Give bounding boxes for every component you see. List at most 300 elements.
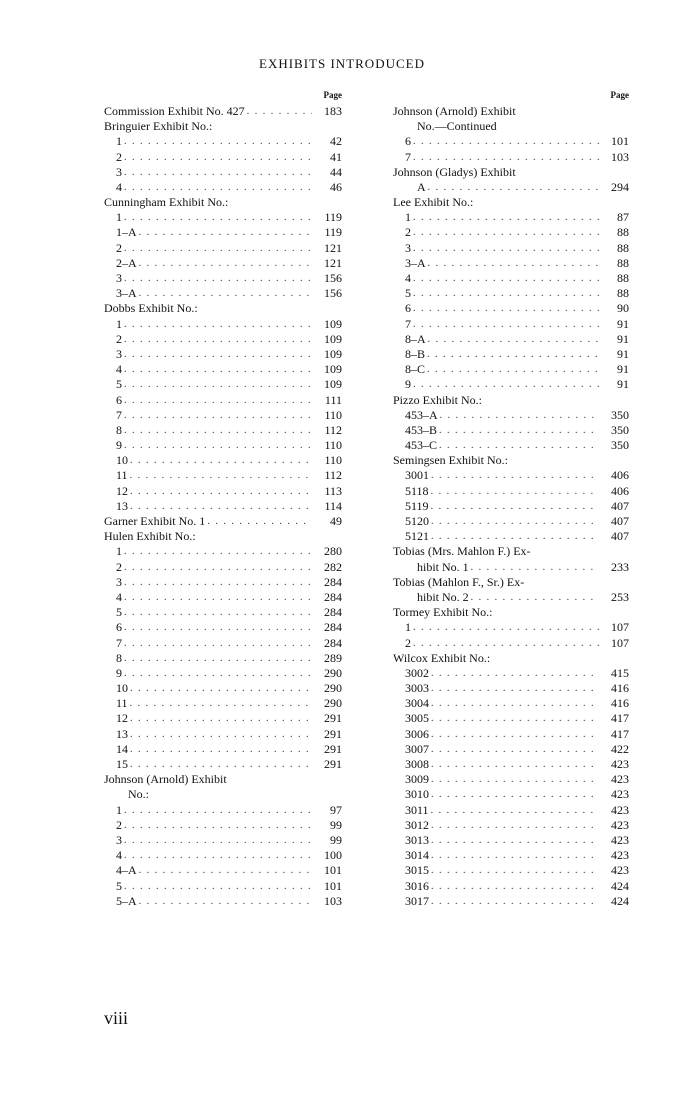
entry-page-number: 114 <box>324 498 342 513</box>
entry-page-number: 91 <box>617 362 629 377</box>
index-entry <box>104 514 342 529</box>
index-entry <box>104 393 342 408</box>
right-index-list <box>393 104 629 909</box>
index-entry <box>393 772 629 787</box>
entry-page-number: 423 <box>611 848 629 863</box>
entry-label: 3 <box>405 240 411 255</box>
index-entry <box>104 104 342 119</box>
dot-leader <box>431 803 599 818</box>
entry-label: 8–C <box>405 362 426 377</box>
dot-leader <box>124 271 312 286</box>
dot-leader <box>413 150 599 165</box>
dot-leader <box>431 863 599 878</box>
dot-leader <box>439 423 599 438</box>
index-entry <box>104 377 342 392</box>
dot-leader <box>413 286 599 301</box>
page-column-header-right: Page <box>610 90 629 100</box>
index-entry <box>104 651 342 666</box>
entry-label: 9 <box>116 665 122 680</box>
index-entry <box>393 210 629 225</box>
index-heading <box>393 544 629 559</box>
entry-page-number: 424 <box>611 893 629 908</box>
entry-label: 7 <box>116 407 122 422</box>
dot-leader <box>413 271 599 286</box>
entry-page-number: 111 <box>324 392 342 407</box>
dot-leader <box>431 484 599 499</box>
entry-page-number: 99 <box>330 817 342 832</box>
index-entry <box>104 271 342 286</box>
dot-leader <box>413 225 599 240</box>
entry-label: 13 <box>116 726 128 741</box>
dot-leader <box>130 711 312 726</box>
entry-page-number: 112 <box>324 468 342 483</box>
entry-label: 3006 <box>405 726 429 741</box>
entry-page-number: 423 <box>611 863 629 878</box>
index-entry <box>393 241 629 256</box>
dot-leader <box>124 590 312 605</box>
dot-leader <box>130 499 312 514</box>
dot-leader <box>124 879 312 894</box>
entry-label: Johnson (Arnold) Exhibit <box>393 103 516 118</box>
entry-label: 2 <box>116 240 122 255</box>
entry-label: 5121 <box>405 529 429 544</box>
left-column <box>104 90 342 909</box>
index-entry <box>393 696 629 711</box>
entry-page-number: 109 <box>324 377 342 392</box>
index-entry <box>104 484 342 499</box>
dot-leader <box>124 544 312 559</box>
entry-label: 12 <box>116 711 128 726</box>
entry-page-number: 424 <box>611 878 629 893</box>
index-entry <box>104 180 342 195</box>
entry-label: 3012 <box>405 817 429 832</box>
dot-leader <box>124 150 312 165</box>
index-entry <box>104 666 342 681</box>
dot-leader <box>130 727 312 742</box>
entry-page-number: 49 <box>330 514 342 529</box>
dot-leader <box>139 225 312 240</box>
dot-leader <box>124 651 312 666</box>
entry-label: 9 <box>116 438 122 453</box>
index-entry <box>393 362 629 377</box>
index-entry <box>104 408 342 423</box>
entry-label: 7 <box>116 635 122 650</box>
entry-label: 4 <box>116 848 122 863</box>
entry-label: 12 <box>116 483 128 498</box>
entry-label: 6 <box>116 392 122 407</box>
entry-page-number: 91 <box>617 346 629 361</box>
index-entry <box>393 636 629 651</box>
dot-leader <box>431 848 599 863</box>
index-entry <box>104 636 342 651</box>
index-entry <box>393 529 629 544</box>
entry-label: 1–A <box>116 225 137 240</box>
index-entry <box>393 590 629 605</box>
entry-page-number: 107 <box>611 635 629 650</box>
entry-label: 3008 <box>405 757 429 772</box>
index-entry <box>393 727 629 742</box>
index-entry <box>104 150 342 165</box>
entry-label: Bringuier Exhibit No.: <box>104 119 213 134</box>
index-entry <box>104 575 342 590</box>
dot-leader <box>124 438 312 453</box>
dot-leader <box>431 833 599 848</box>
entry-page-number: 113 <box>324 483 342 498</box>
entry-label: 2 <box>116 331 122 346</box>
entry-label: 5118 <box>405 483 429 498</box>
index-entry <box>393 423 629 438</box>
dot-leader <box>413 210 599 225</box>
dot-leader <box>431 514 599 529</box>
entry-label: 3–A <box>405 255 426 270</box>
dot-leader <box>439 438 599 453</box>
entry-label: 453–C <box>405 438 438 453</box>
dot-leader <box>124 317 312 332</box>
dot-leader <box>431 711 599 726</box>
entry-page-number: 415 <box>611 665 629 680</box>
index-heading <box>393 453 629 468</box>
dot-leader <box>139 863 312 878</box>
dot-leader <box>431 681 599 696</box>
index-entry <box>104 560 342 575</box>
index-entry <box>393 332 629 347</box>
dot-leader <box>427 347 599 362</box>
entry-page-number: 46 <box>330 179 342 194</box>
entry-page-number: 103 <box>324 893 342 908</box>
entry-page-number: 44 <box>330 164 342 179</box>
dot-leader <box>413 301 599 316</box>
index-entry <box>393 484 629 499</box>
index-entry <box>104 256 342 271</box>
entry-label: Johnson (Arnold) Exhibit <box>104 772 227 787</box>
index-entry <box>393 818 629 833</box>
entry-label: Wilcox Exhibit No.: <box>393 650 491 665</box>
index-entry <box>104 362 342 377</box>
entry-label: Dobbs Exhibit No.: <box>104 301 198 316</box>
index-entry <box>393 681 629 696</box>
dot-leader <box>431 499 599 514</box>
index-heading <box>104 772 342 787</box>
index-entry <box>393 803 629 818</box>
page-title: EXHIBITS INTRODUCED <box>259 56 425 71</box>
entry-label: 4–A <box>116 863 137 878</box>
entry-page-number: 88 <box>617 225 629 240</box>
index-entry <box>104 818 342 833</box>
entry-label: 5120 <box>405 514 429 529</box>
entry-page-number: 91 <box>617 331 629 346</box>
dot-leader <box>440 408 599 423</box>
entry-label: 4 <box>116 589 122 604</box>
entry-label: 1 <box>116 316 122 331</box>
dot-leader <box>124 393 312 408</box>
dot-leader <box>130 484 312 499</box>
entry-page-number: 110 <box>324 407 342 422</box>
entry-label: 1 <box>116 134 122 149</box>
dot-leader <box>431 894 599 909</box>
entry-label: Hulen Exhibit No.: <box>104 529 196 544</box>
entry-label: 15 <box>116 757 128 772</box>
dot-leader <box>431 727 599 742</box>
dot-leader <box>124 165 312 180</box>
index-entry <box>393 150 629 165</box>
index-entry <box>393 514 629 529</box>
entry-page-number: 423 <box>611 787 629 802</box>
index-entry <box>104 879 342 894</box>
entry-label: Pizzo Exhibit No.: <box>393 392 482 407</box>
entry-page-number: 119 <box>324 225 342 240</box>
entry-label: 8–B <box>405 346 426 361</box>
index-entry <box>104 544 342 559</box>
entry-page-number: 119 <box>324 210 342 225</box>
index-entry <box>393 180 629 195</box>
dot-leader <box>471 590 599 605</box>
entry-page-number: 407 <box>611 498 629 513</box>
entry-page-number: 97 <box>330 802 342 817</box>
entry-page-number: 282 <box>324 559 342 574</box>
entry-page-number: 294 <box>611 179 629 194</box>
dot-leader <box>431 818 599 833</box>
dot-leader <box>124 377 312 392</box>
dot-leader <box>130 696 312 711</box>
entry-page-number: 121 <box>324 240 342 255</box>
dot-leader <box>431 529 599 544</box>
entry-page-number: 156 <box>324 286 342 301</box>
entry-page-number: 406 <box>611 483 629 498</box>
index-entry <box>393 256 629 271</box>
entry-label: 5 <box>405 286 411 301</box>
dot-leader <box>124 408 312 423</box>
entry-label: 3011 <box>405 802 429 817</box>
index-heading <box>104 195 342 210</box>
index-entry <box>393 226 629 241</box>
entry-label: No.—Continued <box>417 119 497 134</box>
entry-page-number: 253 <box>611 589 629 604</box>
index-entry <box>104 605 342 620</box>
entry-label: 5 <box>116 377 122 392</box>
entry-label: 6 <box>116 620 122 635</box>
dot-leader <box>413 636 599 651</box>
dot-leader <box>413 241 599 256</box>
dot-leader <box>130 757 312 772</box>
entry-label: 4 <box>116 179 122 194</box>
index-entry <box>393 863 629 878</box>
entry-label: 3001 <box>405 468 429 483</box>
entry-label: Tobias (Mahlon F., Sr.) Ex- <box>393 574 525 589</box>
entry-page-number: 280 <box>324 544 342 559</box>
entry-label: 1 <box>116 210 122 225</box>
index-entry <box>393 894 629 909</box>
dot-leader <box>124 241 312 256</box>
dot-leader <box>124 560 312 575</box>
index-entry <box>104 453 342 468</box>
entry-page-number: 291 <box>324 711 342 726</box>
entry-label: 453–B <box>405 422 438 437</box>
entry-label: 10 <box>116 453 128 468</box>
entry-label: 7 <box>405 316 411 331</box>
entry-page-number: 88 <box>617 255 629 270</box>
index-entry <box>104 894 342 909</box>
entry-label: hibit No. 2 <box>417 589 469 604</box>
entry-page-number: 233 <box>611 559 629 574</box>
dot-leader <box>413 317 599 332</box>
index-entry <box>104 210 342 225</box>
entry-page-number: 291 <box>324 726 342 741</box>
index-entry <box>393 848 629 863</box>
entry-label: 3–A <box>116 286 137 301</box>
entry-page-number: 41 <box>330 149 342 164</box>
entry-label: 4 <box>116 362 122 377</box>
entry-page-number: 284 <box>324 574 342 589</box>
entry-label: 2 <box>405 635 411 650</box>
index-entry <box>393 833 629 848</box>
dot-leader <box>124 332 312 347</box>
entry-page-number: 284 <box>324 635 342 650</box>
entry-label: 3015 <box>405 863 429 878</box>
entry-label: 3004 <box>405 696 429 711</box>
left-index-list <box>104 104 342 909</box>
index-entry <box>104 696 342 711</box>
page-column-header-left: Page <box>323 90 342 100</box>
page-folio: viii <box>104 1008 129 1028</box>
dot-leader <box>124 362 312 377</box>
dot-leader <box>124 818 312 833</box>
index-entry <box>104 727 342 742</box>
dot-leader <box>130 681 312 696</box>
entry-page-number: 284 <box>324 589 342 604</box>
dot-leader <box>431 666 599 681</box>
dot-leader <box>431 787 599 802</box>
entry-page-number: 109 <box>324 316 342 331</box>
entry-label: 9 <box>405 377 411 392</box>
index-entry <box>104 863 342 878</box>
entry-page-number: 99 <box>330 832 342 847</box>
entry-label: 3013 <box>405 832 429 847</box>
entry-label: 7 <box>405 149 411 164</box>
dot-leader <box>124 848 312 863</box>
index-heading <box>393 195 629 210</box>
entry-label: 453–A <box>405 407 438 422</box>
index-entry <box>393 438 629 453</box>
entry-page-number: 109 <box>324 346 342 361</box>
entry-label: Lee Exhibit No.: <box>393 195 474 210</box>
index-entry <box>104 833 342 848</box>
dot-leader <box>247 104 312 119</box>
entry-page-number: 101 <box>324 878 342 893</box>
index-entry <box>104 712 342 727</box>
entry-label: 2 <box>116 817 122 832</box>
index-entry <box>104 469 342 484</box>
index-entry <box>393 134 629 149</box>
entry-label: Garner Exhibit No. 1 <box>104 514 206 529</box>
entry-label: 1 <box>116 802 122 817</box>
index-entry <box>104 134 342 149</box>
entry-label: 3014 <box>405 848 429 863</box>
index-heading <box>393 605 629 620</box>
entry-page-number: 416 <box>611 696 629 711</box>
entry-page-number: 417 <box>611 726 629 741</box>
dot-leader <box>130 742 312 757</box>
index-heading <box>104 301 342 316</box>
dot-leader <box>130 468 312 483</box>
dot-leader <box>431 879 599 894</box>
entry-label: 11 <box>116 468 128 483</box>
dot-leader <box>139 256 312 271</box>
dot-leader <box>413 377 599 392</box>
dot-leader <box>471 560 599 575</box>
dot-leader <box>124 636 312 651</box>
entry-page-number: 109 <box>324 362 342 377</box>
index-entry <box>104 848 342 863</box>
entry-page-number: 350 <box>611 407 629 422</box>
index-entry <box>104 803 342 818</box>
entry-label: 4 <box>405 271 411 286</box>
entry-label: 5 <box>116 878 122 893</box>
index-entry <box>393 666 629 681</box>
index-heading <box>393 165 629 180</box>
entry-page-number: 423 <box>611 757 629 772</box>
entry-page-number: 107 <box>611 620 629 635</box>
dot-leader <box>431 757 599 772</box>
index-heading <box>104 119 342 134</box>
entry-label: 3 <box>116 346 122 361</box>
entry-label: 5 <box>116 605 122 620</box>
entry-page-number: 289 <box>324 650 342 665</box>
entry-page-number: 88 <box>617 240 629 255</box>
index-entry <box>393 271 629 286</box>
index-entry <box>393 408 629 423</box>
index-heading <box>393 393 629 408</box>
dot-leader <box>428 256 599 271</box>
dot-leader <box>431 468 599 483</box>
entry-label: 14 <box>116 741 128 756</box>
dot-leader <box>413 620 599 635</box>
index-heading <box>393 575 629 590</box>
index-heading <box>104 529 342 544</box>
entry-label: Tormey Exhibit No.: <box>393 605 493 620</box>
index-entry <box>104 317 342 332</box>
entry-page-number: 91 <box>617 377 629 392</box>
entry-page-number: 423 <box>611 817 629 832</box>
index-entry <box>393 347 629 362</box>
entry-label: 3 <box>116 271 122 286</box>
index-entry <box>104 423 342 438</box>
entry-page-number: 183 <box>324 103 342 118</box>
entry-label: Commission Exhibit No. 427 <box>104 103 245 118</box>
entry-label: 1 <box>116 544 122 559</box>
index-entry <box>393 560 629 575</box>
entry-label: 8–A <box>405 331 426 346</box>
entry-page-number: 422 <box>611 741 629 756</box>
dot-leader <box>124 210 312 225</box>
entry-label: Johnson (Gladys) Exhibit <box>393 164 516 179</box>
entry-label: 8 <box>116 650 122 665</box>
index-entry <box>104 286 342 301</box>
entry-label: 13 <box>116 498 128 513</box>
entry-page-number: 103 <box>611 149 629 164</box>
index-entry <box>104 226 342 241</box>
index-entry <box>104 681 342 696</box>
index-entry <box>393 742 629 757</box>
entry-label: 3 <box>116 832 122 847</box>
dot-leader <box>130 453 312 468</box>
entry-label: 5119 <box>405 498 429 513</box>
entry-page-number: 290 <box>324 696 342 711</box>
index-entry <box>104 757 342 772</box>
entry-page-number: 423 <box>611 772 629 787</box>
entry-label: 3007 <box>405 741 429 756</box>
entry-label: 2 <box>116 149 122 164</box>
entry-label: 6 <box>405 134 411 149</box>
